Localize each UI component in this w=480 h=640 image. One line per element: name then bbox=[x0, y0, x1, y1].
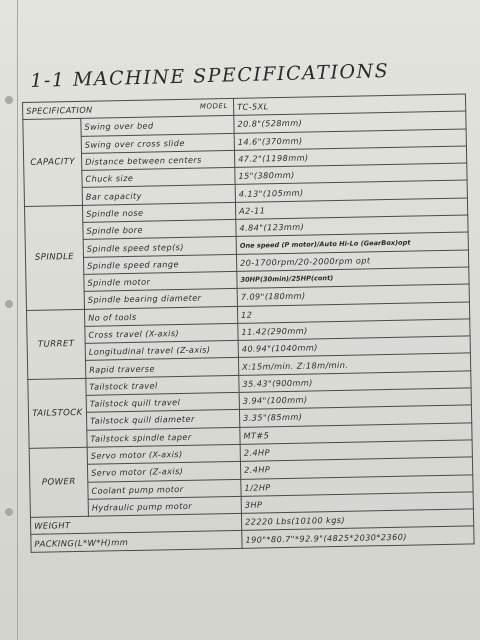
spec-value: 20-1700rpm/20-2000rpm opt bbox=[236, 250, 468, 272]
spec-value: 35.43"(900mm) bbox=[239, 371, 471, 393]
spec-name: Coolant pump motor bbox=[88, 479, 241, 499]
spec-name: Swing over bed bbox=[81, 116, 234, 136]
spec-value: 1/2HP bbox=[241, 474, 473, 496]
spec-value: 3.35"(85mm) bbox=[239, 405, 471, 427]
packing-label: PACKING(L*W*H)mm bbox=[31, 531, 242, 552]
spec-value: 12 bbox=[237, 302, 469, 324]
spec-value: 4.13"(105mm) bbox=[235, 180, 467, 202]
spec-value: 14.6"(370mm) bbox=[234, 129, 466, 151]
spec-value: 3HP bbox=[241, 492, 473, 514]
spec-value: 2.4HP bbox=[240, 440, 472, 462]
category-cell: CAPACITY bbox=[23, 119, 83, 207]
spec-name: Spindle bore bbox=[83, 219, 236, 239]
spec-sheet bbox=[22, 93, 475, 552]
model-label: MODEL bbox=[199, 102, 229, 111]
spec-table bbox=[22, 93, 475, 552]
spec-name: Tailstock quill diameter bbox=[86, 410, 239, 430]
category-cell: SPINDLE bbox=[25, 205, 85, 310]
spec-name: Spindle nose bbox=[82, 202, 235, 222]
specification-label: SPECIFICATION bbox=[26, 104, 93, 117]
packing-value: 190"*80.7"*92.9"(4825*2030*2360) bbox=[242, 526, 474, 548]
weight-label: WEIGHT bbox=[30, 513, 241, 534]
spec-value: 30HP(30min)/25HP(cont) bbox=[237, 267, 469, 289]
spec-name: Spindle motor bbox=[84, 271, 237, 291]
spec-name: Tailstock quill travel bbox=[86, 392, 239, 412]
spec-name: Hydraulic pump motor bbox=[88, 496, 241, 516]
binder-hole bbox=[5, 300, 13, 308]
spec-value: One speed (P motor)/Auto Hi-Lo (GearBox)opt bbox=[236, 232, 468, 254]
spec-value: 47.2"(1198mm) bbox=[234, 146, 466, 168]
spec-value: 11.42(290mm) bbox=[238, 319, 470, 341]
spec-name: Servo motor (Z-axis) bbox=[87, 462, 240, 482]
spec-name: Bar capacity bbox=[82, 185, 235, 205]
spec-name: No of tools bbox=[84, 306, 237, 326]
spec-name: Spindle speed step(s) bbox=[83, 237, 236, 257]
spec-name: Tailstock travel bbox=[86, 375, 239, 395]
binder-hole bbox=[5, 508, 13, 516]
spec-value: 4.84"(123mm) bbox=[236, 215, 468, 237]
spec-name: Distance between centers bbox=[81, 150, 234, 170]
spec-name: Longitudinal travel (Z-axis) bbox=[85, 341, 238, 361]
model-value: TC-5XL bbox=[233, 94, 465, 116]
spec-name: Rapid traverse bbox=[85, 358, 238, 378]
spec-name: Spindle bearing diameter bbox=[84, 289, 237, 309]
spec-name: Cross travel (X-axis) bbox=[85, 323, 238, 343]
weight-value: 22220 Lbs(10100 kgs) bbox=[241, 509, 473, 531]
spec-value: A2-11 bbox=[235, 198, 467, 220]
spec-name: Swing over cross slide bbox=[81, 133, 234, 153]
spec-value: MT#5 bbox=[240, 423, 472, 445]
category-cell: TAILSTOCK bbox=[28, 378, 87, 448]
page-title: 1-1 MACHINE SPECIFICATIONS bbox=[30, 59, 390, 92]
category-cell: POWER bbox=[29, 447, 88, 517]
binder-hole bbox=[5, 96, 13, 104]
spec-name: Servo motor (X-axis) bbox=[87, 444, 240, 464]
spec-value: 20.8"(528mm) bbox=[234, 111, 466, 133]
spec-name: Spindle speed range bbox=[83, 254, 236, 274]
spec-name: Tailstock spindle taper bbox=[87, 427, 240, 447]
category-cell: TURRET bbox=[26, 309, 85, 379]
spec-value: 7.09"(180mm) bbox=[237, 284, 469, 306]
spec-value: 15"(380mm) bbox=[235, 163, 467, 185]
binder-margin-line bbox=[17, 0, 18, 640]
spec-value: 2.4HP bbox=[240, 457, 472, 479]
spec-value: X:15m/min. Z:18m/min. bbox=[238, 353, 470, 375]
spec-value: 40.94"(1040mm) bbox=[238, 336, 470, 358]
spec-name: Chuck size bbox=[82, 168, 235, 188]
spec-value: 3.94"(100mm) bbox=[239, 388, 471, 410]
